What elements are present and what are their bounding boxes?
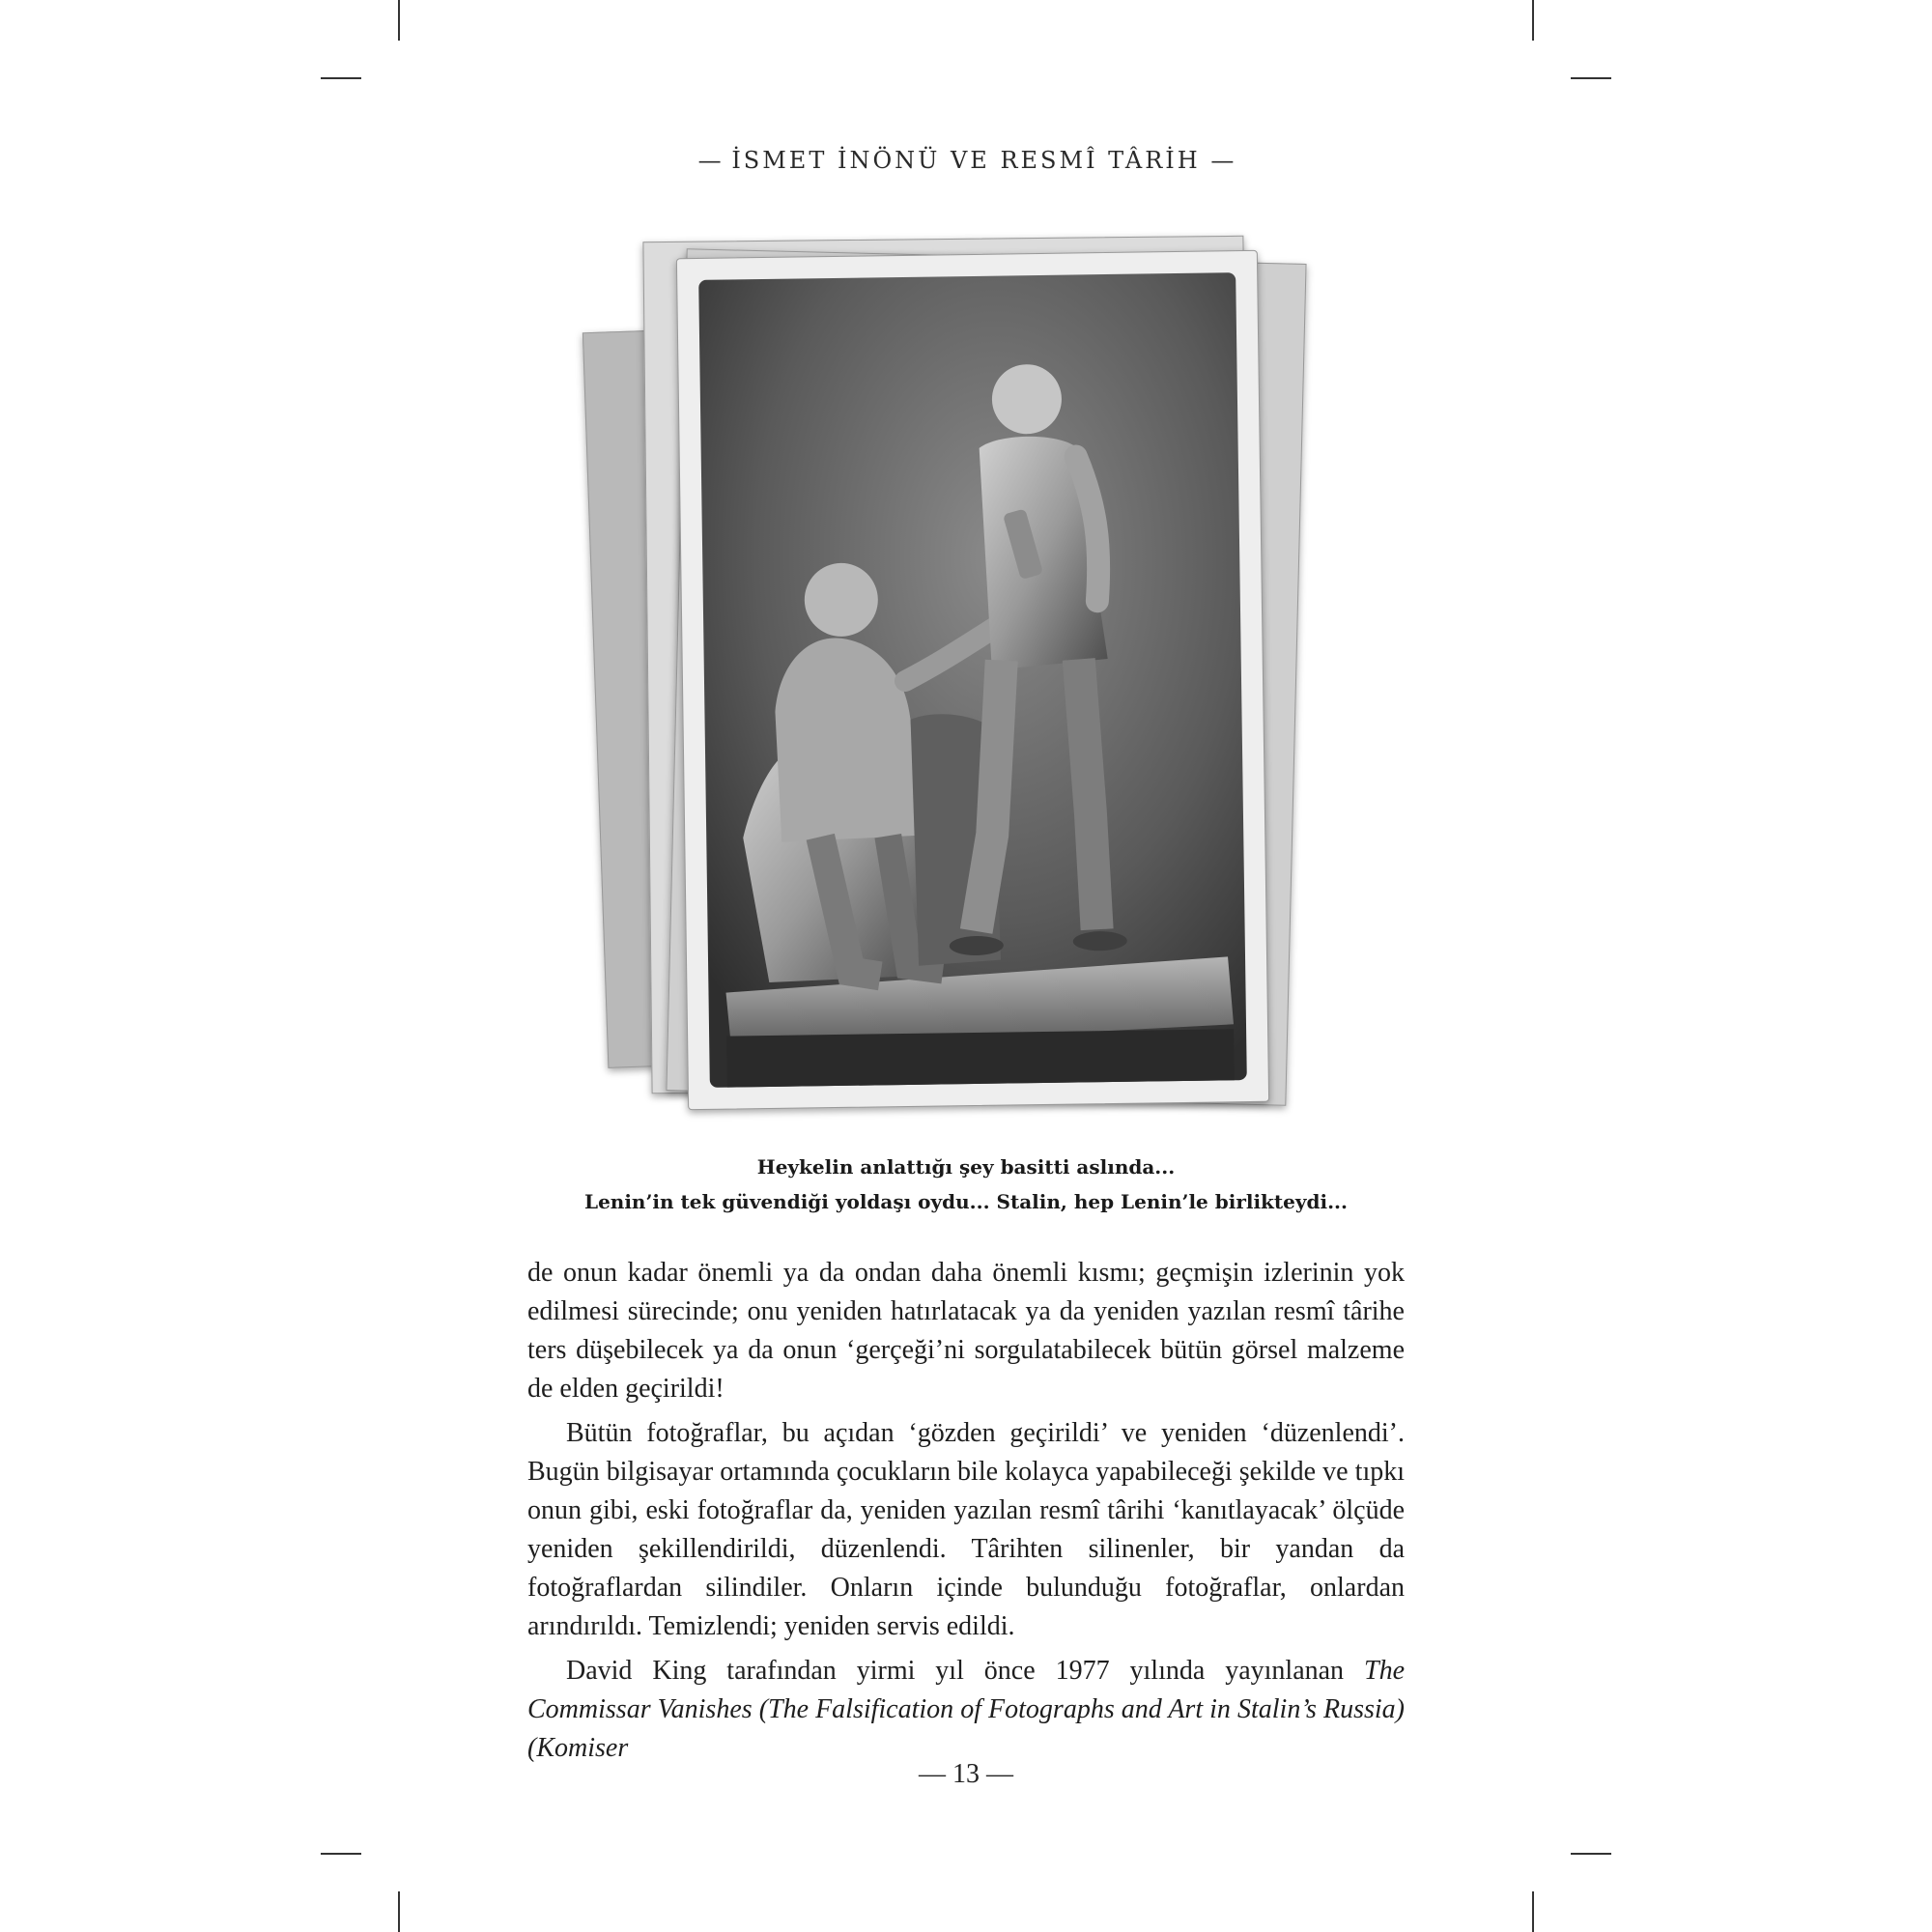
body-text bbox=[527, 1254, 1405, 1774]
paragraph-3-text: David King tarafından yirmi yıl önce 1977 yılında yayınlanan bbox=[566, 1656, 1364, 1686]
running-title: İSMET İNÖNÜ VE RESMÎ TÂRİH bbox=[731, 147, 1201, 174]
crop-mark-bottom-left bbox=[398, 1891, 400, 1932]
figure-caption bbox=[0, 1150, 1932, 1219]
header-dash-left: — bbox=[697, 147, 722, 174]
statue-photo bbox=[677, 251, 1268, 1109]
paragraph-3 bbox=[527, 1652, 1405, 1768]
running-header bbox=[0, 147, 1932, 174]
page-number: 13 bbox=[952, 1759, 980, 1789]
crop-mark-top-left bbox=[398, 0, 400, 41]
crop-mark-right-bottom bbox=[1571, 1853, 1611, 1855]
paragraph-1: de onun kadar önemli ya da ondan daha önemli kısmı; geçmişin izlerinin yok edilmesi sürecinde; onu yeniden hatırlatacak ya da yeniden yazılan resmî târihe ters düşebilecek ya da onun ‘gerçeği’ni sorgulatabilecek bütün görsel malzeme de elden geçirildi! bbox=[527, 1258, 1405, 1404]
footer-dash-left: — bbox=[919, 1759, 946, 1789]
caption-line-2: Lenin’in tek güvendiği yoldaşı oydu... Stalin, hep Lenin’le birlikteydi... bbox=[584, 1190, 1348, 1213]
photo-card-front bbox=[676, 250, 1269, 1110]
crop-mark-bottom-right bbox=[1532, 1891, 1534, 1932]
page-footer bbox=[0, 1759, 1932, 1790]
crop-mark-top-right bbox=[1532, 0, 1534, 41]
paragraph-2: Bütün fotoğraflar, bu açıdan ‘gözden geçirildi’ ve yeniden ‘düzenlendi’. Bugün bilgisayar ortamında çocukların bile kolayca yapabileceği şekilde ve tıpkı onun gibi, eski fotoğraflar da, yeniden yazılan resmî târihi ‘kanıtlayacak’ ölçüde yeniden şekillendirildi, düzenlendi. Târihten silinenler, bir yandan da fotoğraflardan silindiler. Onların içinde bulunduğu fotoğraflar, onlardan arındırıldı. Temizlendi; yeniden servis edildi. bbox=[527, 1418, 1405, 1641]
photo-stack bbox=[599, 217, 1294, 1130]
book-title-italic: The Commissar Vanishes (The Falsification of Fotographs and Art in Stalin’s Russia) (Komiser bbox=[527, 1656, 1405, 1763]
crop-mark-left-bottom bbox=[321, 1853, 361, 1855]
crop-mark-right-top bbox=[1571, 77, 1611, 79]
caption-line-1: Heykelin anlattığı şey basitti aslında... bbox=[756, 1155, 1176, 1179]
crop-mark-left-top bbox=[321, 77, 361, 79]
header-dash-right: — bbox=[1210, 147, 1235, 174]
footer-dash-right: — bbox=[986, 1759, 1013, 1789]
